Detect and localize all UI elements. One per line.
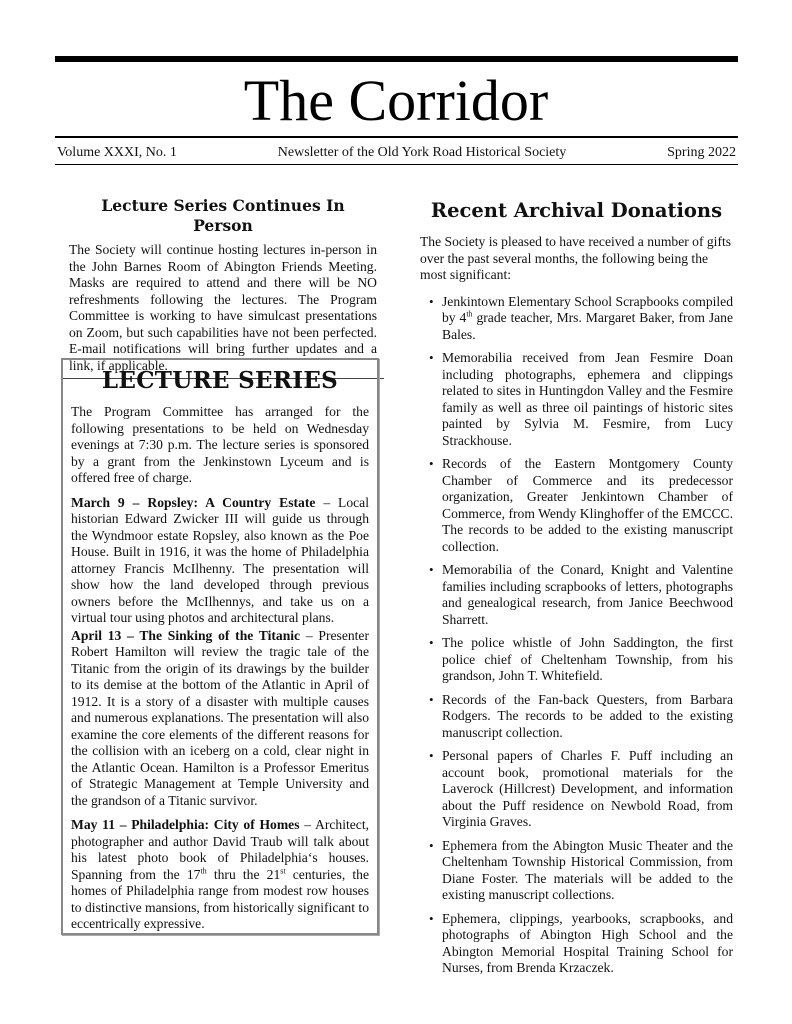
- donations-list: [420, 294, 733, 977]
- bullet-icon: •: [429, 293, 434, 309]
- donation-item: [420, 456, 733, 555]
- bullet-icon: •: [429, 910, 434, 926]
- masthead-bottom-rule: [55, 164, 738, 165]
- donations-article: [420, 198, 733, 984]
- ordinal-suffix: st: [280, 865, 286, 875]
- donations-intro: The Society is pleased to have received a number of gifts over the past several months, the following being the most significant:: [420, 234, 732, 282]
- article-body: The Society will continue hosting lectures in-person in the John Barnes Room of Abington Friends Meeting. Masks are required to attend and there will be NO refreshments following the lectures. The Program Committee is working to have simulcast presentations on Zoom, but such capabilities have not been perfected. E-mail notifications will bring further updates and a link, if applicable.: [69, 242, 377, 373]
- newsletter-title: The Corridor: [243, 68, 549, 133]
- donation-item: [420, 350, 733, 449]
- volume-number: Volume XXXI, No. 1: [57, 145, 177, 160]
- masthead-infobar: [57, 144, 736, 162]
- donation-text: The police whistle of John Saddington, the first police chief of Cheltenham Township, from his grandson, John T. Whitefield.: [442, 635, 733, 683]
- donation-text: Jenkintown Elementary School Scrapbooks compiled by 4: [442, 293, 733, 325]
- ordinal-suffix: th: [200, 865, 207, 875]
- lecture-heading: May 11 – Philadelphia: City of Homes: [71, 817, 300, 832]
- lecture-description: centuries, the homes of Philadelphia range from modest row houses to distinctive mansions, from historically significant to eccentrically expressive.: [71, 866, 369, 931]
- lecture-heading: April 13 – The Sinking of the Titanic: [71, 627, 301, 643]
- lecture-series-title: LECTURE SERIES: [101, 367, 339, 394]
- donation-text: Personal papers of Charles F. Puff including an account book, promotional materials for the Laverock (Hillcrest) Development, and information about the Puff residence on Newbold Road, from Virginia Graves.: [442, 748, 733, 829]
- donation-item: [420, 911, 733, 977]
- lecture-item: [71, 817, 369, 933]
- donation-text: Memorabilia of the Conard, Knight and Valentine families including scrapbooks of letters, photographs and genealogical research, from Janice Beechwood Sharrett.: [442, 562, 733, 627]
- donations-title: Recent Archival Donations: [430, 199, 723, 222]
- masthead-rule: [55, 136, 738, 138]
- lecture-item: [71, 495, 369, 627]
- issue-season: Spring 2022: [667, 145, 736, 160]
- donation-text: grade teacher, Mrs. Margaret Baker, from Jane Bales.: [442, 310, 733, 342]
- donation-text: Ephemera, clippings, yearbooks, scrapbooks, and photographs of Abington High School and the Abington Memorial Hospital Training School for Nurses, from Brenda Krzaczek.: [442, 910, 733, 975]
- lecture-series-box: [61, 358, 379, 935]
- bullet-icon: •: [429, 691, 434, 707]
- bullet-icon: •: [429, 350, 434, 365]
- bullet-icon: •: [429, 837, 434, 853]
- lecture-series-intro: The Program Committee has arranged for the following presentations to be held on Wednesday evenings at 7:30 p.m. The lecture series is sponsored by a grant from the Jenkinstown Lyceum and is offered free of charge.: [71, 404, 369, 485]
- lecture-description: – Presenter Robert Hamilton will review the tragic tale of the Titanic from the origin of its drawings by the builder to its demise at the bottom of the Atlantic in April of 1912. It is a story of a disaster with multiple causes and numerous explanations. The presentation will also examine the core elements of the different reasons for the collision with an iceberg on a cold, clear night in the Atlantic Ocean. Hamilton is a Professor Emeritus of Strategic Management at Temple University and the grandson of a Titanic survivor.: [71, 627, 369, 808]
- lecture-heading: March 9 – Ropsley: A Country Estate: [71, 494, 316, 510]
- donation-item: [420, 838, 733, 904]
- bullet-icon: •: [429, 562, 434, 577]
- lecture-announcement-article: [69, 196, 377, 379]
- donation-item: [420, 635, 733, 685]
- donation-item: [420, 294, 733, 344]
- lecture-description: – Architect, photographer and author David Traub will talk about his latest photo book of Philadelphia‘s houses. Spanning from the 17: [71, 817, 369, 882]
- masthead-top-rule: [55, 56, 738, 62]
- bullet-icon: •: [429, 748, 434, 763]
- bullet-icon: •: [429, 456, 434, 471]
- donation-item: [420, 748, 733, 831]
- bullet-icon: •: [429, 635, 434, 650]
- ordinal-suffix: th: [466, 309, 473, 319]
- lecture-description: – Local historian Edward Zwicker III will guide us through the Wyndmoor estate Ropsley, also known as the Poe House. Built in 1916, it was the home of Philadelphia attorney Francis McIlhenny. The presentation will show how the land developed through previous owners before the McIlhennys, and take us on a virtual tour using photos and architectural plans.: [71, 494, 369, 625]
- newsletter-subtitle: Newsletter of the Old York Road Historical Society: [277, 145, 567, 160]
- donation-text: Ephemera from the Abington Music Theater and the Cheltenham Township Historical Commission, from Diane Foster. The materials will be added to the existing manuscript collections.: [442, 837, 733, 902]
- donation-text: Records of the Eastern Montgomery County Chamber of Commerce and its predecessor organization, Greater Jenkintown Chamber of Commerce, from Wendy Klinghoffer of the EMCCC. The records to be added to the existing manuscript collection.: [442, 456, 733, 554]
- donation-item: [420, 692, 733, 742]
- article-title: Lecture Series Continues In Person: [101, 196, 345, 235]
- donation-item: [420, 562, 733, 628]
- donation-text: Memorabilia received from Jean Fesmire Doan including photographs, ephemera and clippings related to sites in Huntingdon Valley and the Fesmire family as well as three oil paintings of historic sites painted by Sylvia M. Fesmire, from Lucy Strackhouse.: [442, 350, 733, 448]
- lecture-item: [71, 628, 369, 810]
- donation-text: Records of the Fan-back Questers, from Barbara Rodgers. The records to be added to the existing manuscript collection.: [442, 691, 733, 740]
- lecture-description: thru the 21: [206, 866, 281, 882]
